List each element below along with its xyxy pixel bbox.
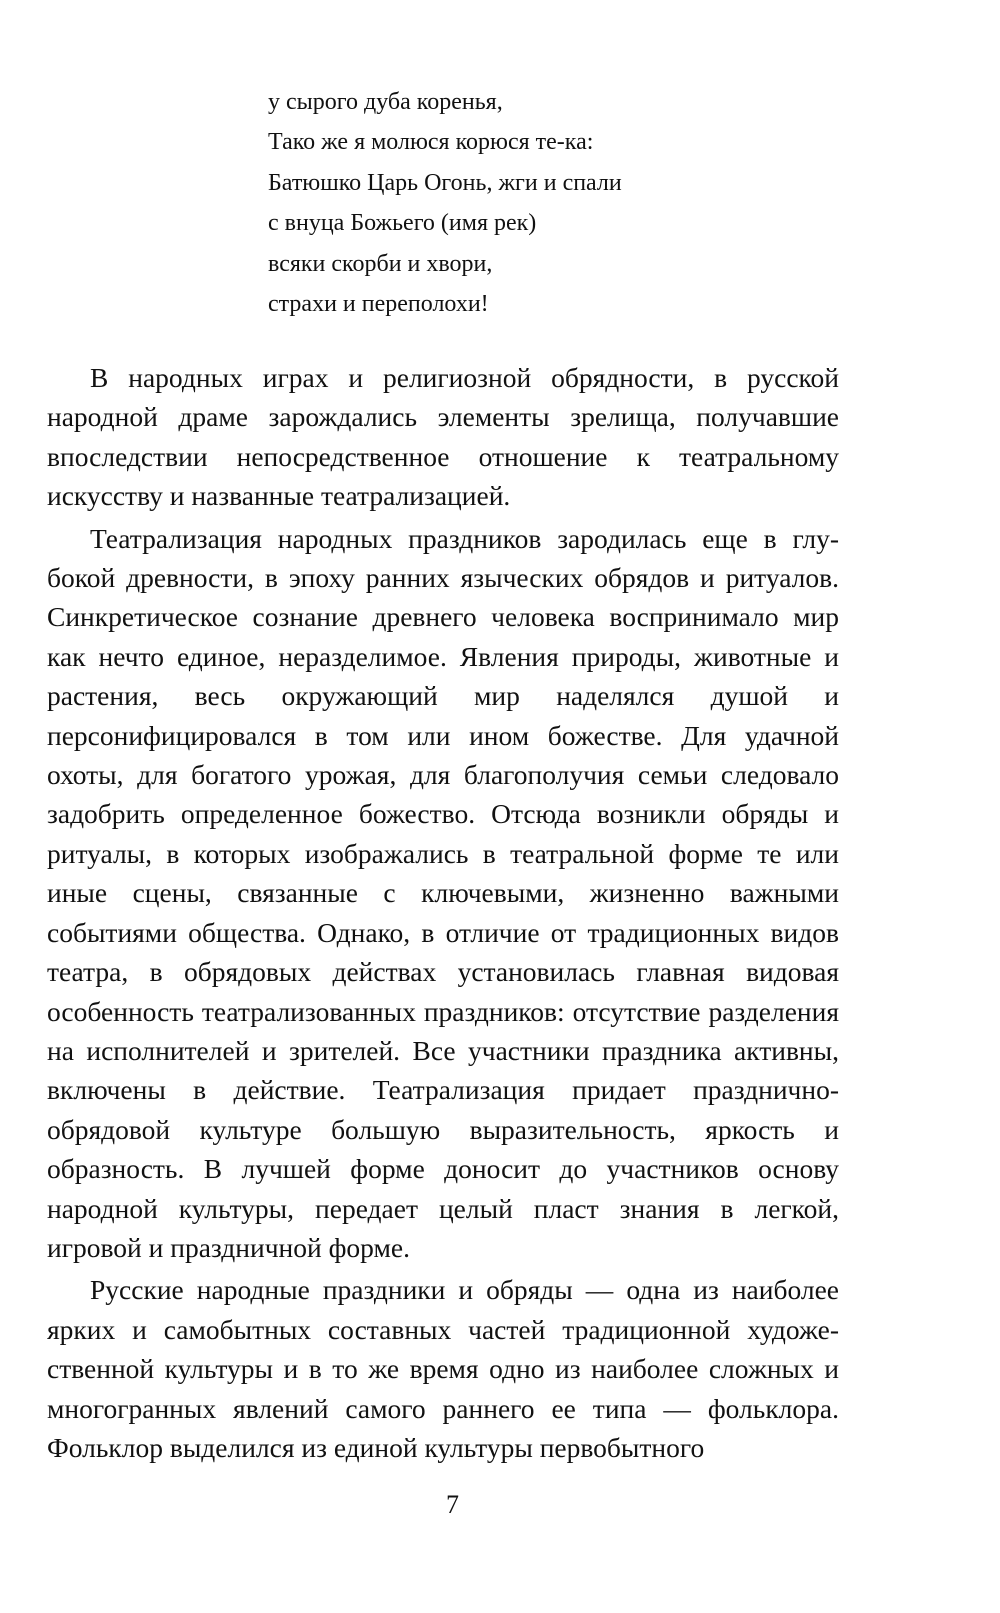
paragraph: Русские народные праздники и обряды — одна из наиболее ярких и самобытных составных частей традиционной художественной культуры и в то же время одно из наиболее сложных и многогранных явлений самого раннего ее типа — фольклора. Фольклор выделился из единой культуры первобытного xyxy=(47,1274,839,1463)
page-number-footer xyxy=(0,1490,1000,1520)
verse-line: Батюшко Царь Огонь, жги и спали xyxy=(268,169,622,196)
verse-line: с внуца Божьего (имя рек) xyxy=(268,210,537,237)
paragraph: Театрализация народных праздников зародилась еще в глубокой древности, в эпоху ранних языческих обрядов и ритуалов. Синкретическое сознание древнего человека воспринимало мир как нечто единое, неразделимое. Явления природы, животные и растения, весь окружающий мир наделялся душой и персонифицировался в том или ином божестве. Для удачной охоты, для богатого урожая, для благополучия семьи следовало задобрить определенное божество. Отсюда возникли обряды и ритуалы, в которых изображались в театральной форме те или иные сцены, связанные с ключевыми, жизненно важными событиями общества. Однако, в отличие от традиционных видов театра, в обрядовых действах установилась главная видовая особенность театрализованных праздников: отсутствие разделения на исполнителей и зрителей. Все участники праздника активны, включены в действие. Театрализация придает празднично-обрядовой культуре большую выразительность, яркость и образность. В лучшей форме доносит до участников основу народной культуры, передает целый пласт знания в легкой, игровой и праздничной форме. xyxy=(47,522,839,1263)
verse-line: страхи и переполохи! xyxy=(268,291,489,318)
page-number: 7 xyxy=(446,1490,459,1519)
verse-line: у сырого дуба коренья, xyxy=(268,89,503,115)
verse-line: всяки скорби и хвори, xyxy=(268,250,493,277)
verse-block xyxy=(268,82,828,324)
body-text xyxy=(47,358,839,1467)
verse-line: Тако же я молюся корюся те-ка: xyxy=(268,129,594,156)
paragraph: В народных играх и религиозной обрядности, в русской народной драме зарождались элементы зрелища, получавшие впоследствии непосредственное отношение к театральному искусству и названные театрализацией. xyxy=(47,362,839,512)
